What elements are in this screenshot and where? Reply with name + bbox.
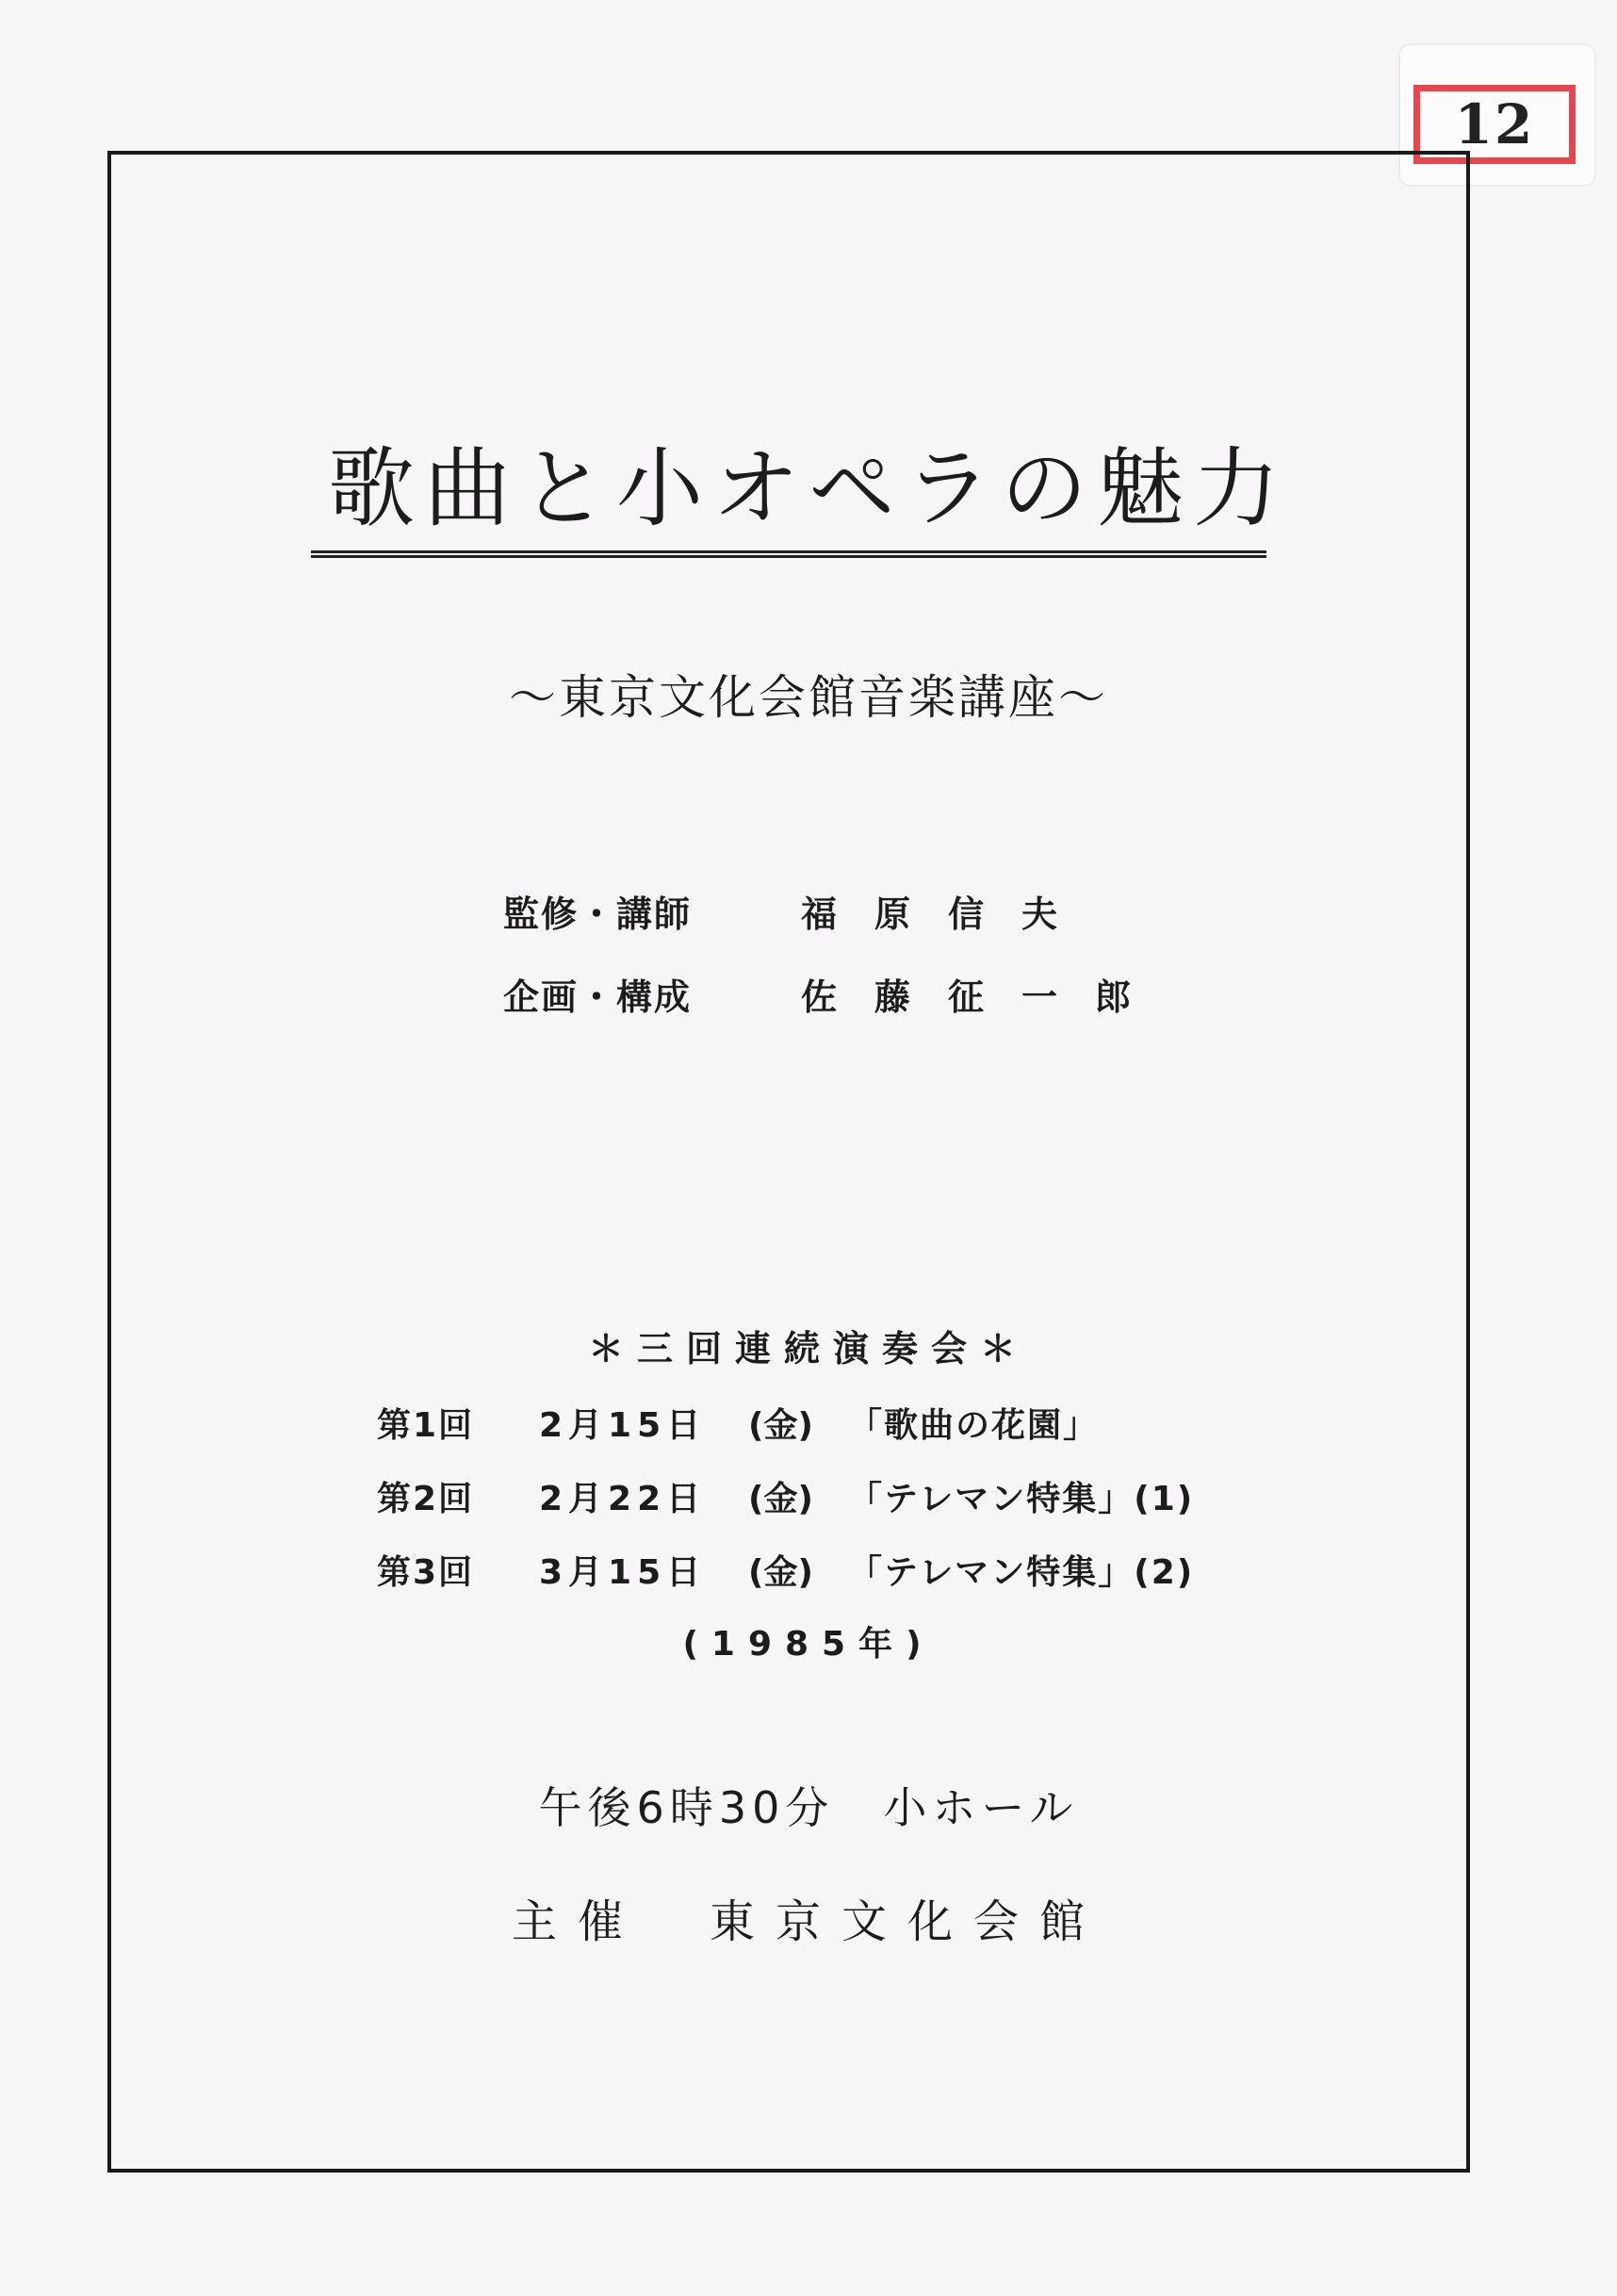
title-underline bbox=[311, 550, 1266, 558]
session-date: 3月15日 bbox=[539, 1552, 707, 1592]
session-title: 「テレマン特集」(2) bbox=[848, 1552, 1195, 1592]
credit-row bbox=[503, 952, 1168, 1035]
session-row bbox=[377, 1386, 1194, 1459]
session-row bbox=[377, 1533, 1194, 1606]
session-number: 第2回 bbox=[377, 1479, 475, 1518]
session-title: 「テレマン特集」(1) bbox=[848, 1479, 1195, 1518]
page-number: 12 bbox=[1413, 85, 1576, 164]
session-date: 2月15日 bbox=[539, 1405, 707, 1445]
session-day: (金) bbox=[748, 1405, 813, 1445]
session-day: (金) bbox=[748, 1552, 813, 1592]
concert-heading: ＊三回連続演奏会＊ bbox=[587, 1328, 1029, 1369]
credit-name: 佐藤征一郎 bbox=[801, 976, 1169, 1018]
session-list bbox=[377, 1386, 1194, 1606]
session-title: 「歌曲の花園」 bbox=[848, 1405, 1100, 1445]
session-date: 2月22日 bbox=[539, 1479, 707, 1518]
credit-row bbox=[503, 869, 1168, 952]
subtitle: 〜東京文化会館音楽講座〜 bbox=[509, 670, 1108, 725]
credit-role: 監修・講師 bbox=[503, 893, 693, 935]
session-day: (金) bbox=[748, 1479, 813, 1518]
session-row bbox=[377, 1459, 1194, 1533]
time-venue: 午後6時30分 小ホール bbox=[538, 1782, 1079, 1833]
session-number: 第1回 bbox=[377, 1405, 475, 1445]
organizer: 主催 東京文化会館 bbox=[511, 1895, 1105, 1948]
year-note: (1985年) bbox=[682, 1625, 935, 1664]
credits-list bbox=[503, 869, 1168, 1035]
credit-role: 企画・構成 bbox=[503, 976, 693, 1018]
session-number: 第3回 bbox=[377, 1552, 475, 1592]
credit-name: 福原信夫 bbox=[801, 893, 1096, 935]
page-title: 歌曲と小オペラの魅力 bbox=[327, 438, 1289, 539]
